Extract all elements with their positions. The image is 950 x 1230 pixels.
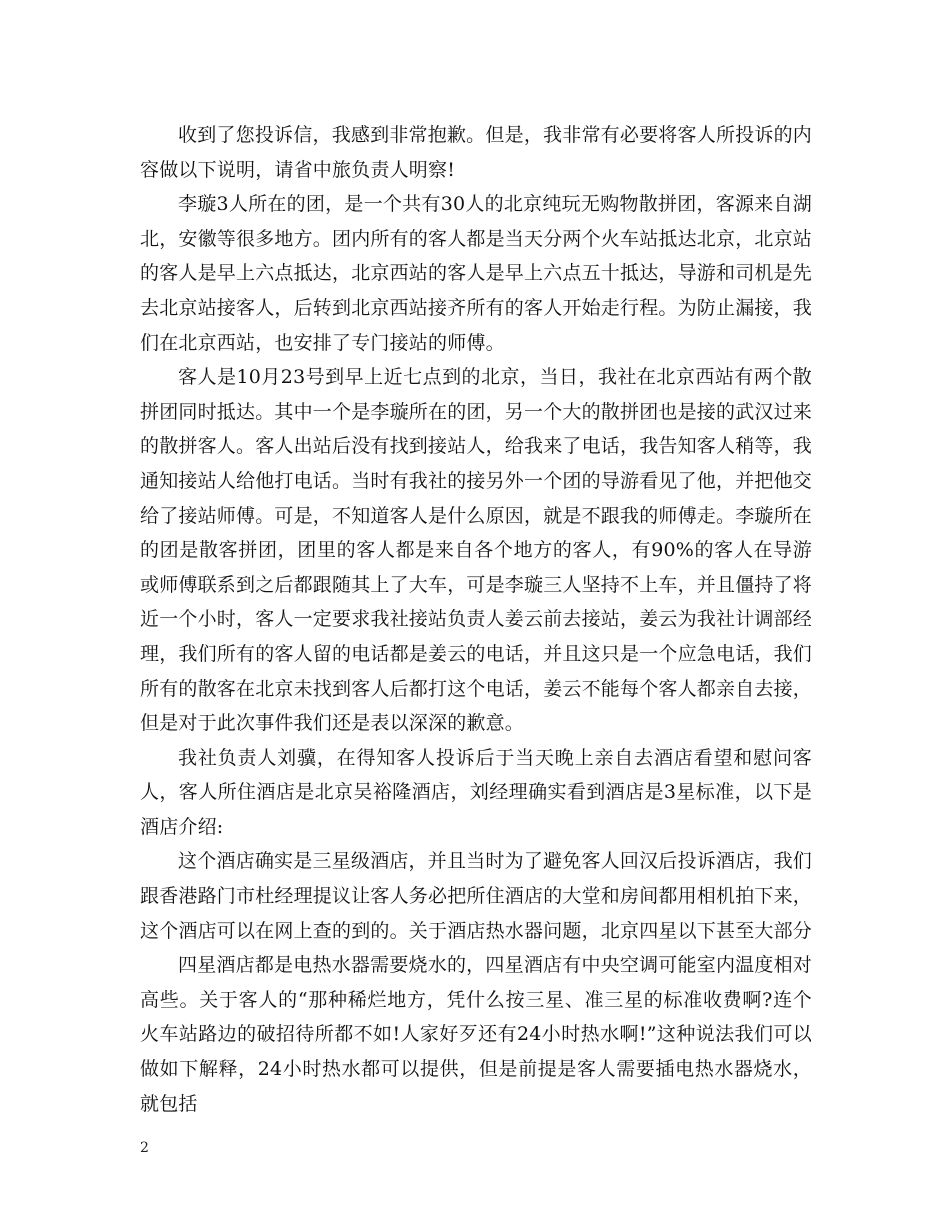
- paragraph-manager-visit: 我社负责人刘骥，在得知客人投诉后于当天晚上亲自去酒店看望和慰问客人，客人所住酒店是北京吴裕隆酒店，刘经理确实看到酒店是3星标准，以下是酒店介绍:: [140, 746, 812, 838]
- paragraph-arrival: 客人是10月23号到早上近七点到的北京，当日，我社在北京西站有两个散拼团同时抵达。其中一个是李璇所在的团，另一个大的散拼团也是接的武汉过来的散拼客人。客人出站后没有找到接站人，给我来了电话，我告知客人稍等，我通知接站人给他打电话。当时有我社的接另外一个团的导游看见了他，并把他交给了接站师傅。可是，不知道客人是什么原因，就是不跟我的师傅走。李璇所在的团是散客拼团，团里的客人都是来自各个地方的客人，有90%的客人在导游或师傅联系到之后都跟随其上了大车，可是李璇三人坚持不上车，并且僵持了将近一个小时，客人一定要求我社接站负责人姜云前去接站，姜云为我社计调部经理，我们所有的客人留的电话都是姜云的电话，并且这只是一个应急电话，我们所有的散客在北京未找到客人后都打这个电话，姜云不能每个客人都亲自去接，但是对于此次事件我们还是表以深深的歉意。: [140, 366, 813, 735]
- document-body: [140, 118, 812, 1121]
- paragraph-hotel-rating: 这个酒店确实是三星级酒店，并且当时为了避免客人回汉后投诉酒店，我们跟香港路门市杜经理提议让客人务必把所住酒店的大堂和房间都用相机拍下来，这个酒店可以在网上查的到的。关于酒店热水器问题，北京四星以下甚至大部分: [140, 850, 813, 942]
- paragraph-apology: 收到了您投诉信，我感到非常抱歉。但是，我非常有必要将客人所投诉的内容做以下说明，请省中旅负责人明察!: [140, 124, 812, 181]
- page-number: 2: [140, 1140, 149, 1156]
- paragraph-tour-group: 李璇3人所在的团，是一个共有30人的北京纯玩无购物散拼团，客源来自湖北，安徽等很多地方。团内所有的客人都是当天分两个火车站抵达北京，北京站的客人是早上六点抵达，北京西站的客人是早上六点五十抵达，导游和司机是先去北京站接客人，后转到北京西站接齐所有的客人开始走行程。为防止漏接，我们在北京西站，也安排了专门接站的师傅。: [140, 193, 813, 354]
- paragraph-hot-water: 四星酒店都是电热水器需要烧水的，四星酒店有中央空调可能室内温度相对高些。关于客人的“那种稀烂地方，凭什么按三星、准三星的标准收费啊?连个火车站路边的破招待所都不如!人家好歹还有24小时热水啊!”这种说法我们可以做如下解释，24小时热水都可以提供，但是前提是客人需要插电热水器烧水，就包括: [140, 954, 812, 1115]
